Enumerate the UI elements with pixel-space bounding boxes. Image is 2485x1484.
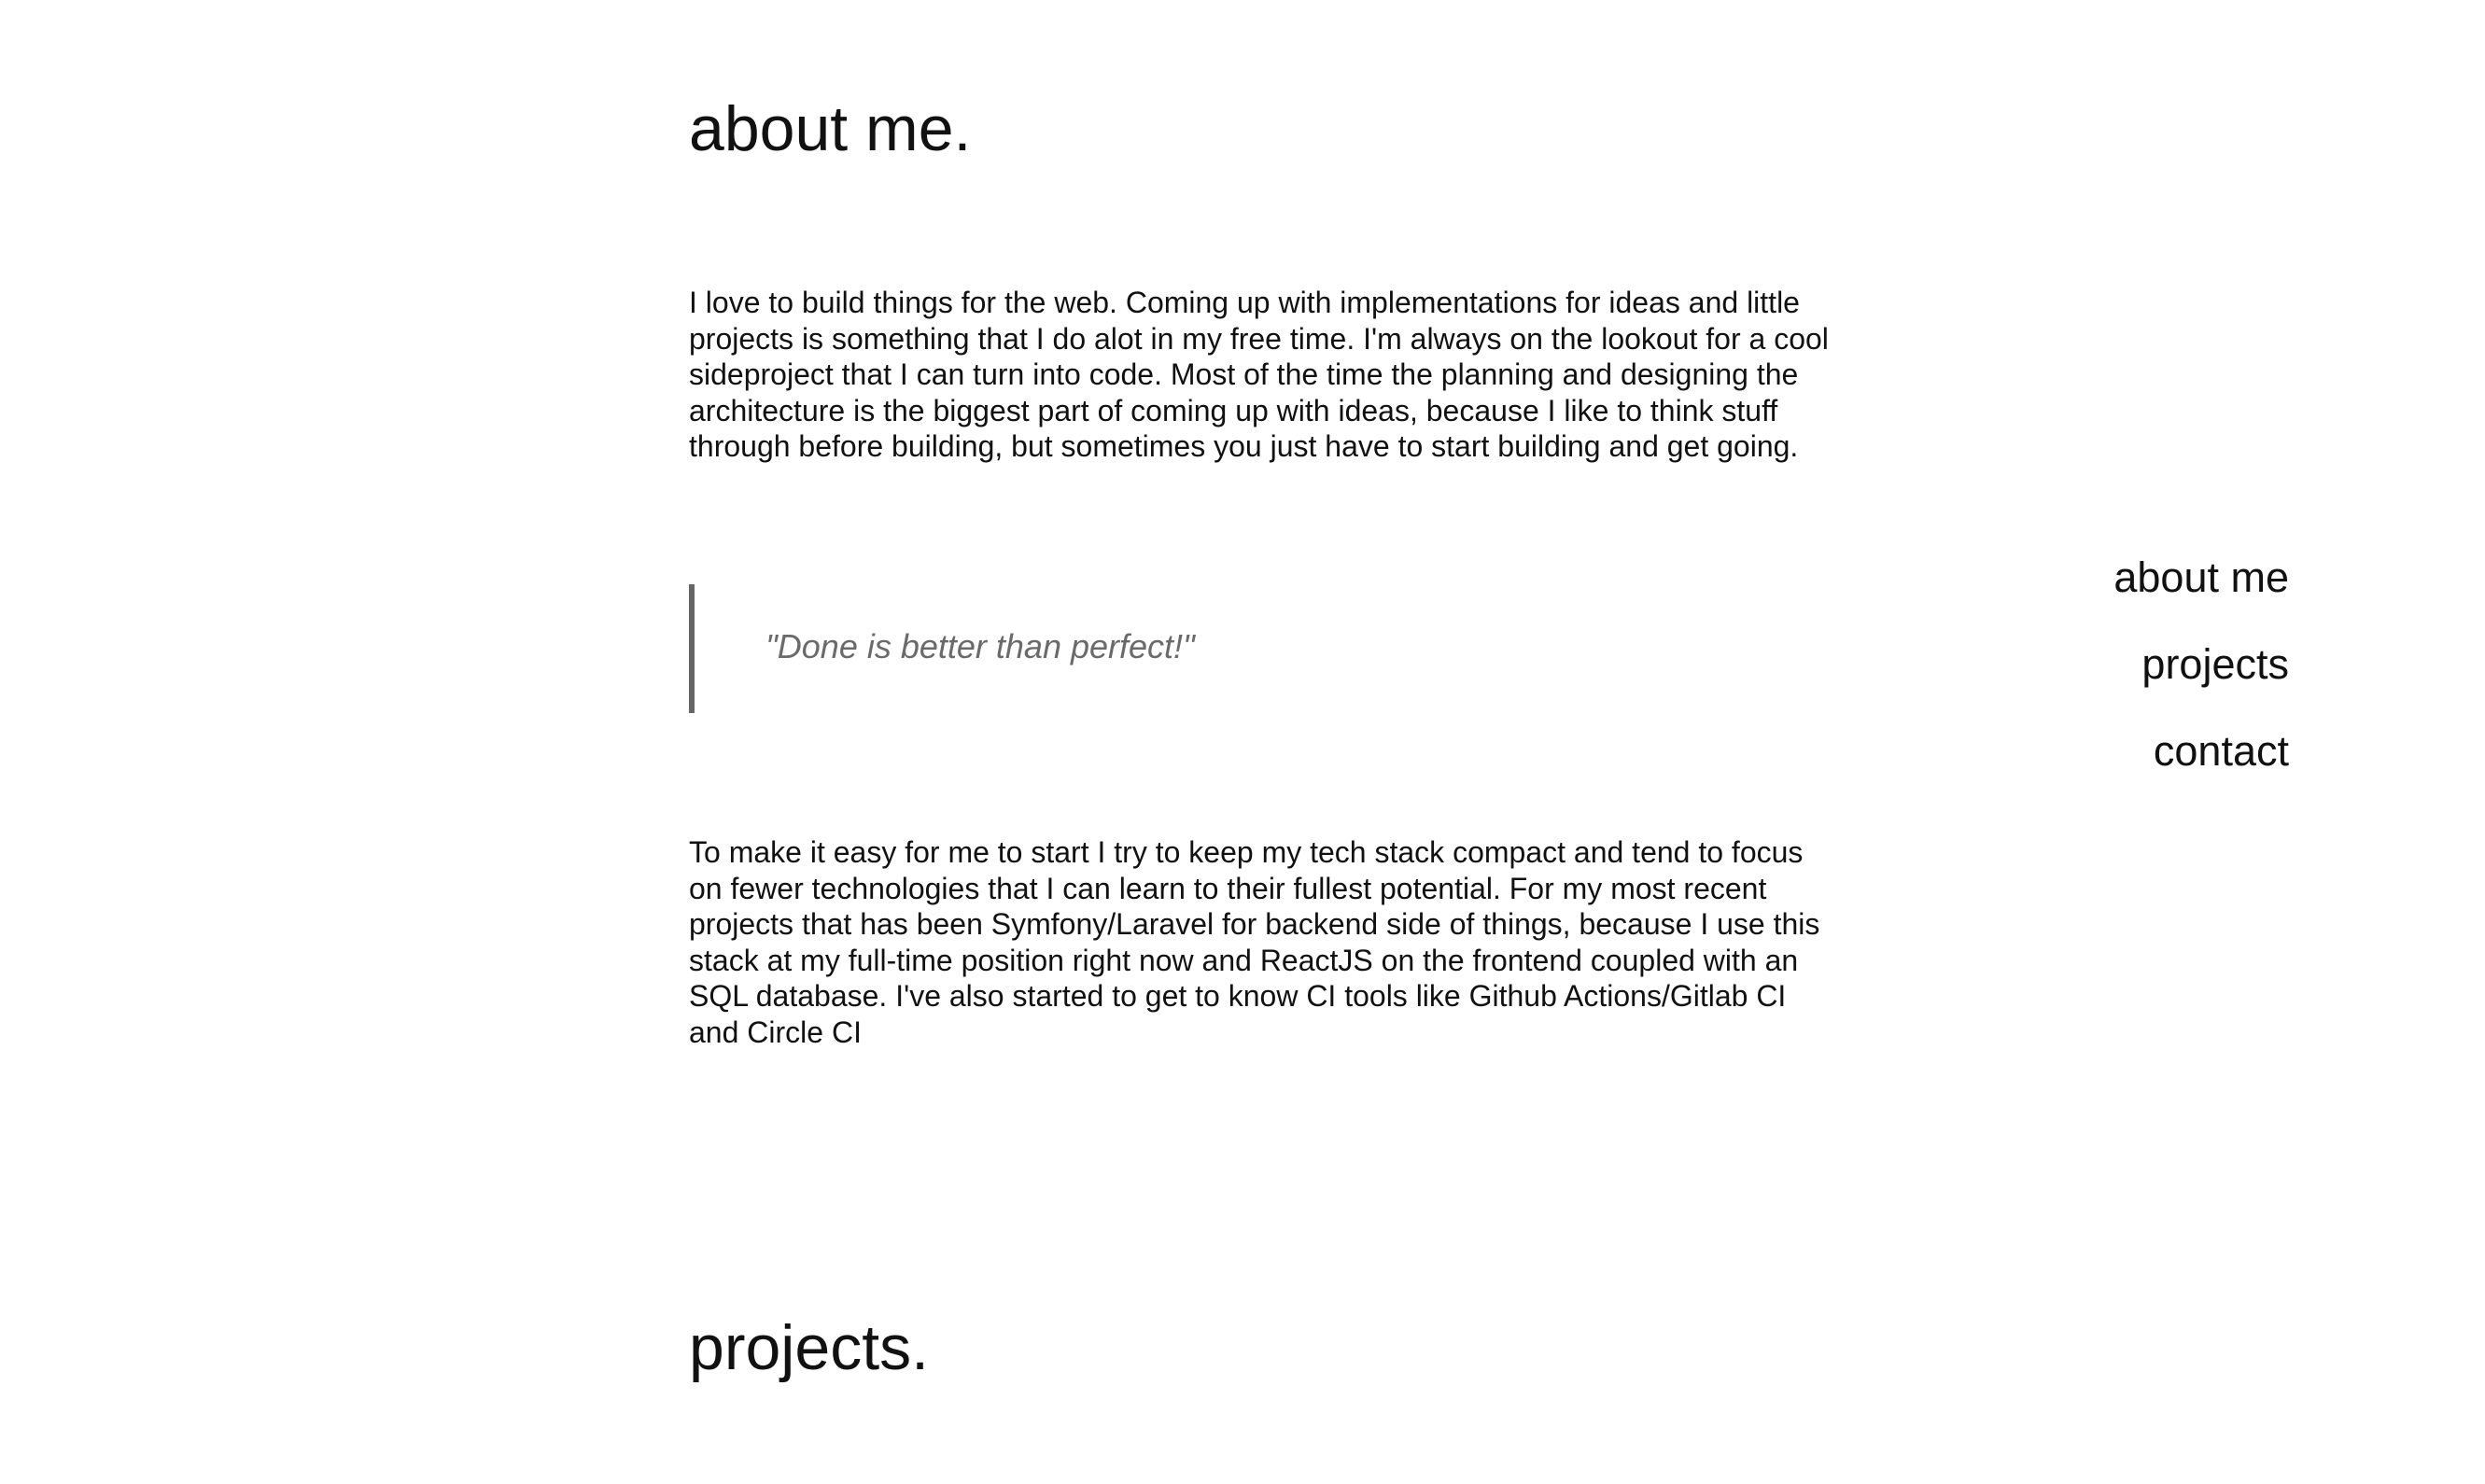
nav-link-about-me[interactable]: about me (2113, 553, 2289, 601)
nav-link-projects[interactable]: projects (2141, 640, 2289, 688)
side-nav (2113, 553, 2289, 817)
about-title: about me. (689, 93, 972, 164)
quote-text: "Done is better than perfect!" (765, 627, 1195, 665)
quote-block (689, 584, 1342, 713)
about-paragraph-1: I love to build things for the web. Coming up with implementations for ideas and little projects is something that I do alot in my free time. I'm always on the lookout for a cool sideproject that I can turn into code. Most of the time the planning and designing the architecture is the biggest part of coming up with ideas, because I like to think stuff through before building, but sometimes you just have to start building and get going. (689, 286, 1829, 463)
about-paragraph-2: To make it easy for me to start I try to keep my tech stack compact and tend to focus on fewer technologies that I can learn to their fullest potential. For my most recent projects that has been Symfony/Laravel for backend side of things, because I use this stack at my full-time position right now and ReactJS on the frontend coupled with an SQL database. I've also started to get to know CI tools like Github Actions/Gitlab CI and Circle CI (689, 835, 1820, 1049)
nav-link-contact[interactable]: contact (2153, 727, 2289, 775)
projects-title: projects. (689, 1312, 929, 1383)
